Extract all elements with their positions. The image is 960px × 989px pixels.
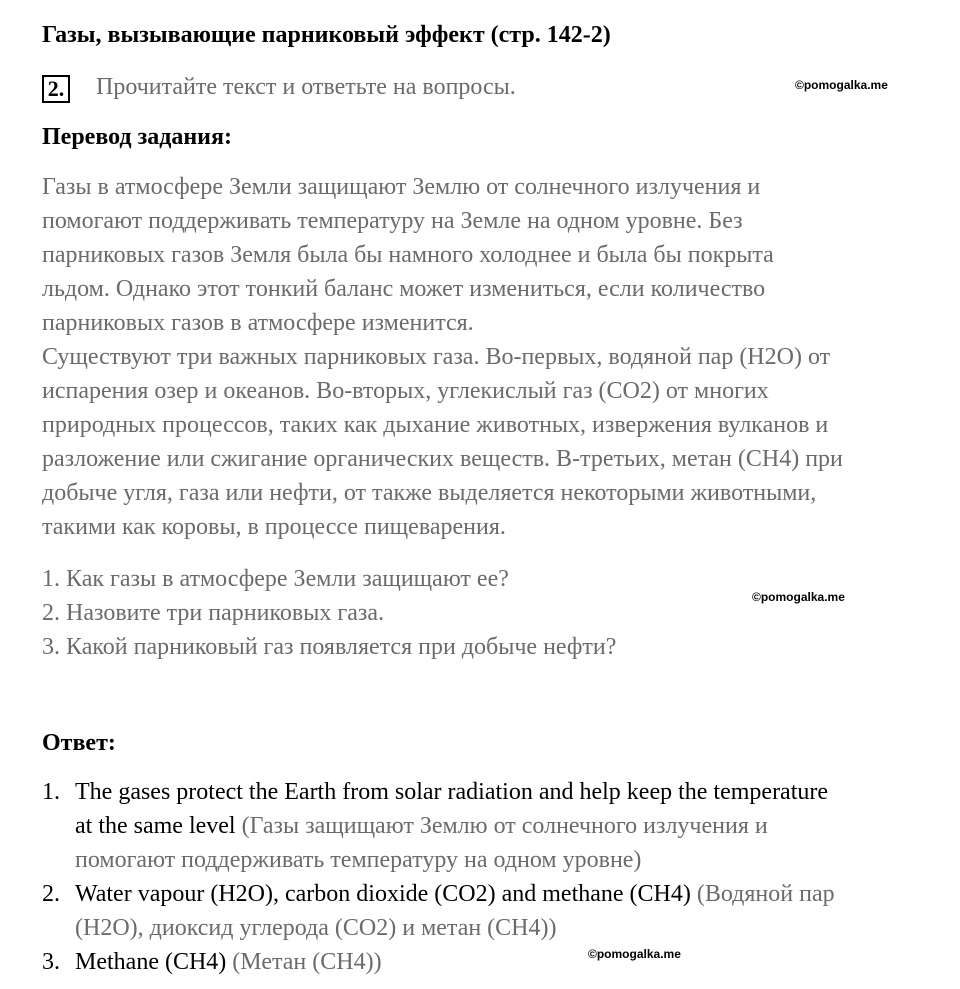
answer-text-ru: (Газы защищают Землю от солнечного излучения и <box>235 813 768 839</box>
text-line: помогают поддерживать температуру на Земле на одном уровне. Без <box>42 208 743 234</box>
page-title: Газы, вызывающие парниковый эффект (стр. 142-2) <box>42 22 611 48</box>
watermark: ©pomogalka.me <box>752 590 845 604</box>
answer-number: 3. <box>42 949 60 975</box>
translation-heading: Перевод задания: <box>42 124 232 150</box>
answer-line <box>75 809 835 843</box>
answer-text-ru: (Метан (CH4)) <box>226 949 382 975</box>
answer-line <box>75 945 835 979</box>
question-item: 3. Какой парниковый газ появляется при добыче нефти? <box>42 634 617 660</box>
answer-text-en: Methane (CH4) <box>75 949 227 975</box>
answer-line <box>75 877 835 911</box>
answer-text-en: The gases protect the Earth from solar radiation and help keep the temperature <box>75 779 829 805</box>
text-line: испарения озер и океанов. Во-вторых, углекислый газ (CO2) от многих <box>42 378 769 404</box>
watermark: ©pomogalka.me <box>588 947 681 961</box>
answer-text-en: Water vapour (H2O), carbon dioxide (CO2) and methane (CH4) <box>75 881 691 907</box>
text-line: парниковых газов в атмосфере изменится. <box>42 310 474 336</box>
text-line: добыче угля, газа или нефти, от также выделяется некоторыми животными, <box>42 480 817 506</box>
text-line: разложение или сжигание органических веществ. В-третьих, метан (CH4) при <box>42 446 843 472</box>
text-line: такими как коровы, в процессе пищеварения. <box>42 514 506 540</box>
translation-paragraph-2 <box>42 340 843 544</box>
answer-number: 1. <box>42 779 60 805</box>
text-line: Существуют три важных парниковых газа. Во-первых, водяной пар (H2O) от <box>42 344 831 370</box>
answer-list <box>42 775 835 979</box>
answer-item <box>42 945 835 979</box>
answer-text-ru: (Водяной пар <box>690 881 835 907</box>
answer-number: 2. <box>42 881 60 907</box>
question-item: 1. Как газы в атмосфере Земли защищают ее? <box>42 566 509 592</box>
answer-text-en: at the same level <box>75 813 236 839</box>
answer-item <box>42 877 835 945</box>
text-line: парниковых газов Земля была бы намного холоднее и была бы покрыта <box>42 242 774 268</box>
text-line: природных процессов, таких как дыхание животных, извержения вулканов и <box>42 412 829 438</box>
text-line: льдом. Однако этот тонкий баланс может измениться, если количество <box>42 276 766 302</box>
task-number-box: 2. <box>42 75 70 103</box>
answer-text-ru: (H2O), диоксид углерода (CO2) и метан (CH4)) <box>75 915 557 941</box>
task-instruction: Прочитайте текст и ответьте на вопросы. <box>96 74 516 100</box>
answer-item <box>42 775 835 877</box>
answer-heading: Ответ: <box>42 730 116 756</box>
text-line: Газы в атмосфере Земли защищают Землю от солнечного излучения и <box>42 174 761 200</box>
translation-paragraph-1 <box>42 170 774 340</box>
question-item: 2. Назовите три парниковых газа. <box>42 600 384 626</box>
answer-text-ru: помогают поддерживать температуру на одном уровне) <box>75 847 642 873</box>
question-list <box>42 562 616 664</box>
watermark: ©pomogalka.me <box>795 78 888 92</box>
